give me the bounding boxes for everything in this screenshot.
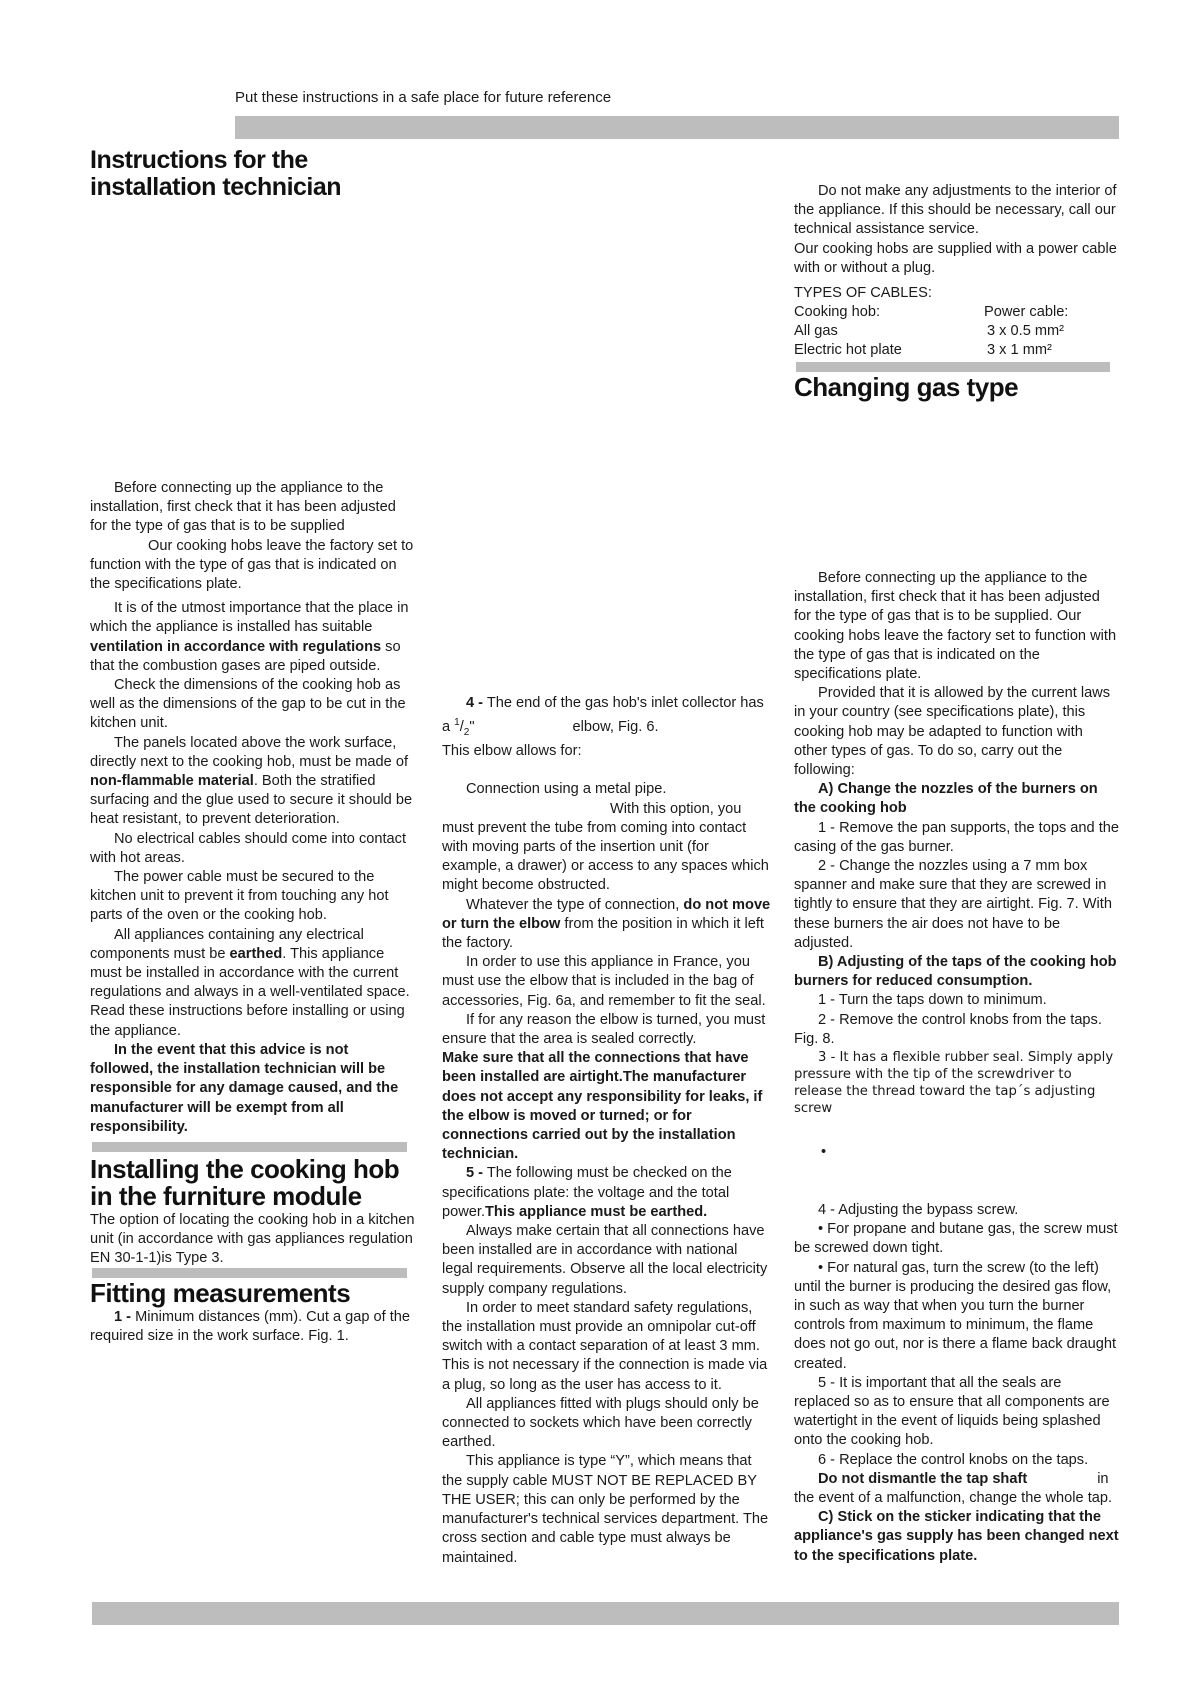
subheading: A) Change the nozzles of the burners on the cooking hob — [794, 781, 1098, 817]
header-note: Put these instructions in a safe place for future reference — [235, 89, 612, 106]
paragraph: 6 - Replace the control knobs on the taps. — [818, 1451, 1089, 1468]
footer-bar — [92, 1602, 1119, 1625]
cable-cell: Electric hot plate — [794, 342, 902, 359]
paragraph: 5 - It is important that all the seals are replaced so as to ensure that all components are watertight in the event of liquids being splashed onto the cooking hob. — [794, 1374, 1110, 1449]
paragraph: No electrical cables should come into contact with hot areas. — [90, 830, 407, 866]
paragraph: 1 - Turn the taps down to minimum. — [818, 992, 1047, 1009]
paragraph: Connection using a metal pipe. — [466, 781, 667, 798]
paragraph: 3 - It has a flexible rubber seal. Simply apply pressure with the tip of the screwdriver to release the thread toward the tap´s adjusting screw — [794, 1050, 1114, 1117]
subheading: B) Adjusting of the taps of the cooking hob burners for reduced consumption. — [794, 954, 1117, 990]
main-title: Instructions for the installation technician — [90, 146, 342, 201]
section-bar — [92, 1268, 407, 1278]
section-bar — [796, 362, 1110, 372]
paragraph: Our cooking hobs leave the factory set to function with the type of gas that is indicated on the specifications plate. — [90, 537, 414, 593]
paragraph: 4 - Adjusting the bypass screw. — [818, 1202, 1019, 1218]
cable-cell: 3 x 0.5 mm² — [987, 323, 1065, 340]
section-title-changing-gas: Changing gas type — [794, 372, 1019, 402]
paragraph: In order to meet standard safety regulations, the installation must provide an omnipolar cut-off switch with a contact separation of at least 3 mm. This is not necessary if the connection is made via a plug, so long as the user has access to it. — [442, 1299, 768, 1393]
cable-cell: 3 x 1 mm² — [987, 342, 1052, 359]
paragraph: 2 - Change the nozzles using a 7 mm box spanner and make sure that they are screwed in tightly to ensure that they are airtight. Fig. 7. With these burners the air does not have to be adjusted. — [794, 858, 1112, 951]
paragraph: All appliances fitted with plugs should only be connected to sockets which have been correctly earthed. — [442, 1395, 759, 1451]
paragraph: Provided that it is allowed by the current laws in your country (see specifications plate), this cooking hob may be adapted to function with other types of gas. To do so, carry out the following: — [794, 685, 1111, 779]
paragraph: 1 - Minimum distances (mm). Cut a gap of the required size in the work surface. Fig. 1. — [90, 1309, 411, 1345]
col3-top — [794, 182, 1119, 360]
paragraph: The option of locating the cooking hob in a kitchen unit (in accordance with gas appliances regulation EN 30-1-1)is Type 3. — [90, 1212, 415, 1267]
paragraph: Whatever the type of connection, do not move or turn the elbow from the position in which it left the factory. — [442, 896, 771, 951]
paragraph: 2 - Remove the control knobs from the taps. Fig. 8. — [794, 1011, 1102, 1047]
paragraph: Do not make any adjustments to the interior of the appliance. If this should be necessary, call our technical assistance service. — [794, 183, 1117, 238]
cables-title: TYPES OF CABLES: — [794, 285, 932, 302]
section-bar — [92, 1142, 407, 1152]
bullet: • — [821, 1144, 827, 1161]
section-title-installing: Installing the cooking hob in the furniture module — [90, 1154, 400, 1211]
paragraph: Before connecting up the appliance to the installation, first check that it has been adjusted for the type of gas that is to be supplied — [90, 480, 396, 535]
paragraph: It is of the utmost importance that the place in which the appliance is installed has suitable ventilation in accordance with regulations so that the combustion gases are piped outside. — [90, 600, 409, 674]
paragraph: The power cable must be secured to the kitchen unit to prevent it from touching any hot parts of the oven or the cooking hob. — [90, 869, 389, 924]
paragraph: the event of a malfunction, change the whole tap. — [794, 1490, 1113, 1507]
col1-section-a — [90, 479, 415, 1137]
section-title-fitting: Fitting measurements — [90, 1278, 351, 1308]
subheading: C) Stick on the sticker indicating that the appliance's gas supply has been changed next to the specifications plate. — [794, 1509, 1119, 1564]
paragraph: This appliance is type “Y”, which means that the supply cable MUST NOT BE REPLACED BY THE USER; this can only be performed by the manufacturer's technical services department. The cross section and cable type must always be maintained. — [442, 1453, 769, 1566]
paragraph: Always make certain that all connections have been installed are in accordance with national legal requirements. Observe all the local electricity supply company regulations. — [442, 1223, 768, 1297]
paragraph: • For natural gas, turn the screw (to the left) until the burner is producing the desired gas flow, in such as way that when you turn the burner controls from maximum to minimum, the flame does not go out, nor is there a flame back draught created. — [794, 1259, 1117, 1372]
cable-cell: All gas — [794, 323, 838, 340]
cable-cell: Power cable: — [984, 304, 1069, 321]
paragraph: Check the dimensions of the cooking hob as well as the dimensions of the gap to be cut in the kitchen unit. — [90, 677, 406, 732]
header-bar — [235, 116, 1119, 139]
cables-table — [794, 303, 1119, 360]
paragraph: 5 - The following must be checked on the specifications plate: the voltage and the total power.This appliance must be earthed. — [442, 1165, 732, 1220]
warning-paragraph: Make sure that all the connections that have been installed are airtight.The manufacturer does not accept any responsibility for leaks, if the elbow is moved or turned; or for connections carried out by the installation technician. — [442, 1050, 763, 1163]
col2-text — [442, 694, 772, 1568]
warning-paragraph: In the event that this advice is not followed, the installation technician will be responsible for any damage caused, and the manufacturer will be exempt from all responsibility. — [90, 1041, 399, 1135]
paragraph: Do not dismantle the tap shaft in — [818, 1470, 1109, 1487]
paragraph: With this option, you must prevent the tube from coming into contact with moving parts of the insertion unit (for example, a drawer) or access to any spaces which might become obstructed. — [442, 800, 769, 894]
paragraph: The panels located above the work surface, directly next to the cooking hob, must be made of non-flammable material. Both the stratified surfacing and the glue used to secure it should be heat resistant, to prevent deterioration. — [90, 734, 413, 828]
paragraph: Before connecting up the appliance to the installation, first check that it has been adjusted for the type of gas that is to be supplied. Our cooking hobs leave the factory set to function with the type of gas that is indicated on the specifications plate. — [794, 570, 1117, 683]
cable-cell: Cooking hob: — [794, 304, 881, 321]
paragraph: This elbow allows for: — [442, 743, 582, 760]
col3-main — [794, 569, 1119, 1162]
paragraph: 4 - The end of the gas hob's inlet collector has a $^1/_2$" elbow, Fig. 6. — [442, 695, 764, 738]
paragraph: • For propane and butane gas, the screw must be screwed down tight. — [794, 1221, 1118, 1257]
col3-bottom — [794, 1201, 1119, 1566]
paragraph: 1 - Remove the pan supports, the tops and the casing of the gas burner. — [794, 819, 1119, 855]
paragraph: All appliances containing any electrical components must be earthed. This appliance must be installed in accordance with the current regulations and always in a well-ventilated space. Read these instructions before installing or using the appliance. — [90, 926, 410, 1039]
paragraph: If for any reason the elbow is turned, you must ensure that the area is sealed correctly. — [442, 1011, 766, 1048]
paragraph: In order to use this appliance in France, you must use the elbow that is included in the bag of accessories, Fig. 6a, and remember to fit the seal. — [442, 954, 766, 1009]
paragraph: Our cooking hobs are supplied with a power cable with or without a plug. — [794, 240, 1117, 276]
